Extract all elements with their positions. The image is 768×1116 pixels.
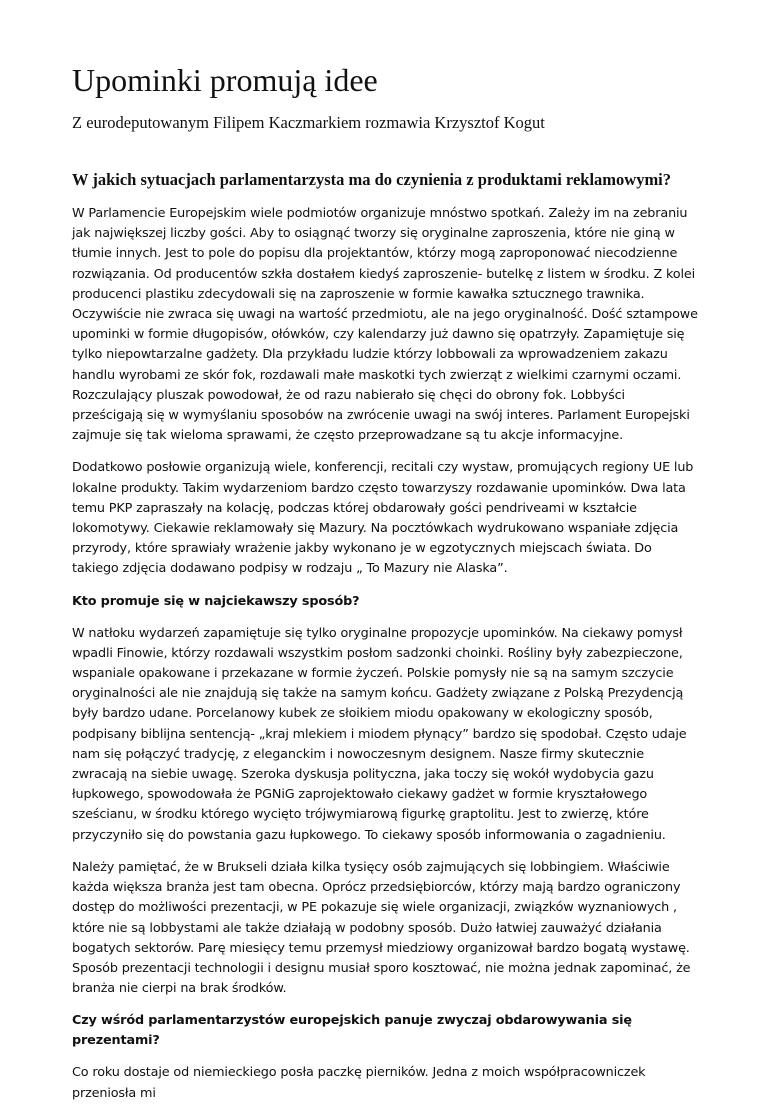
interview-question-3: Czy wśród parlamentarzystów europejskich panuje zwyczaj obdarowywania się prezentami?	[72, 1013, 632, 1049]
answer-2-paragraph-1: W natłoku wydarzeń zapamiętuje się tylko oryginalne propozycje upominków. Na ciekawy pomysł wpadli Finowie, którzy rozdawali wszystkim posłom sadzonki choinki. Rośliny były zabezpieczone, wspaniale opakowane i przekazane w formie życzeń. Polskie pomysły nie są na samym szczycie oryginalności ale nie znajdują się także na samym końcu. Gadżety związane z Polską Prezydencją były bardzo udane. Porcelanowy kubek ze słoikiem miodu opakowany w ekologiczny sposób, podpisany biblijna sentencją- „kraj mlekiem i miodem płynący” bardzo się spodobał. Często udaje nam się połączyć tradycję, z eleganckim i nowoczesnym designem. Nasze firmy skutecznie zwracają na siebie uwagę. Szeroka dyskusja polityczna, jaka toczy się wokół wydobycia gazu łupkowego, spowodowała że PGNiG zaprojektowało ciekawy gadżet w formie kryształowego sześcianu, w środku którego wycięto trójwymiarową figurkę graptolitu. Jest to zwierzę, które przyczyniło się do powstania gazu łupkowego. To ciekawy sposób informowania o zagadnieniu.	[72, 625, 687, 843]
answer-2-paragraph-2: Należy pamiętać, że w Brukseli działa kilka tysięcy osób zajmujących się lobbingiem. Właściwie każda większa branża jest tam obecna. Oprócz przedsiębiorców, którzy mają bardzo ograniczony dostęp do możliwości prezentacji, w PE pokazuje się wiele organizacji, związków wyznaniowych , które nie są lobbystami ale także działają w podobny sposób. Dużo łatwiej zauważyć działania bogatych sektorów. Parę miesięcy temu przemysł miedziowy organizował bardzo bogatą wystawę. Sposób prezentacji technologii i designu musiał sporo kosztować, nie można jednak zapominać, że branża nie cierpi na brak środków.	[72, 859, 691, 997]
article-subtitle: Z eurodeputowanym Filipem Kaczmarkiem rozmawia Krzysztof Kogut	[72, 113, 545, 132]
answer-1-paragraph-2: Dodatkowo posłowie organizują wiele, konferencji, recitali czy wystaw, promujących regiony UE lub lokalne produkty. Takim wydarzeniom bardzo często towarzyszy rozdawanie upominków. Dwa lata temu PKP zapraszały na kolację, podczas której obdarowały gości pendriveami w kształcie lokomotywy. Ciekawie reklamowały się Mazury. Na pocztówkach wydrukowano wspaniałe zdjęcia przyrody, które sprawiały wrażenie jakby wykonano je w egzotycznych miejscach świata. Do takiego zdjęcia dodawano podpisy w rodzaju „ To Mazury nie Alaska”.	[72, 460, 694, 577]
article-title: Upominki promują idee	[72, 62, 378, 98]
interview-question-1: W jakich sytuacjach parlamentarzysta ma do czynienia z produktami reklamowymi?	[72, 170, 672, 189]
interview-question-2: Kto promuje się w najciekawszy sposób?	[72, 593, 360, 609]
answer-3-paragraph-1: Co roku dostaje od niemieckiego posła paczkę pierników. Jedna z moich współpracowniczek przeniosła mi	[72, 1065, 646, 1101]
document-page	[72, 60, 698, 1116]
answer-1-paragraph-1: W Parlamencie Europejskim wiele podmiotów organizuje mnóstwo spotkań. Zależy im na zebraniu jak największej liczby gości. Aby to osiągnąć tworzy się oryginalne zaproszenia, które nie giną w tłumie innych. Jest to pole do popisu dla projektantów, którzy mogą zaproponować niecodzienne rozwiązania. Od producentów szkła dostałem kiedyś zaproszenie- butelkę z listem w środku. Z kolei producenci plastiku zdecydowali się na zaproszenie w formie kawałka sztucznego trawnika. Oczywiście nie zwraca się uwagi na wartość przedmiotu, ale na jego oryginalność. Dość sztampowe upominki w formie długopisów, ołówków, czy kalendarzy już dawno się opatrzyły. Zapamiętuje się tylko niepowtarzalne gadżety. Dla przykładu ludzie którzy lobbowali za wprowadzeniem zakazu handlu wyrobami ze skór fok, rozdawali małe maskotki tych zwierząt z wielkimi czarnymi oczami. Rozczulający pluszak powodował, że od razu nabierało się chęci do obrony fok. Lobbyści prześcigają się w wymyślaniu sposobów na zwrócenie uwagi na swój interes. Parlament Europejski zajmuje się tak wieloma sprawami, że często przeprowadzane są tu akcje informacyjne.	[72, 206, 698, 444]
